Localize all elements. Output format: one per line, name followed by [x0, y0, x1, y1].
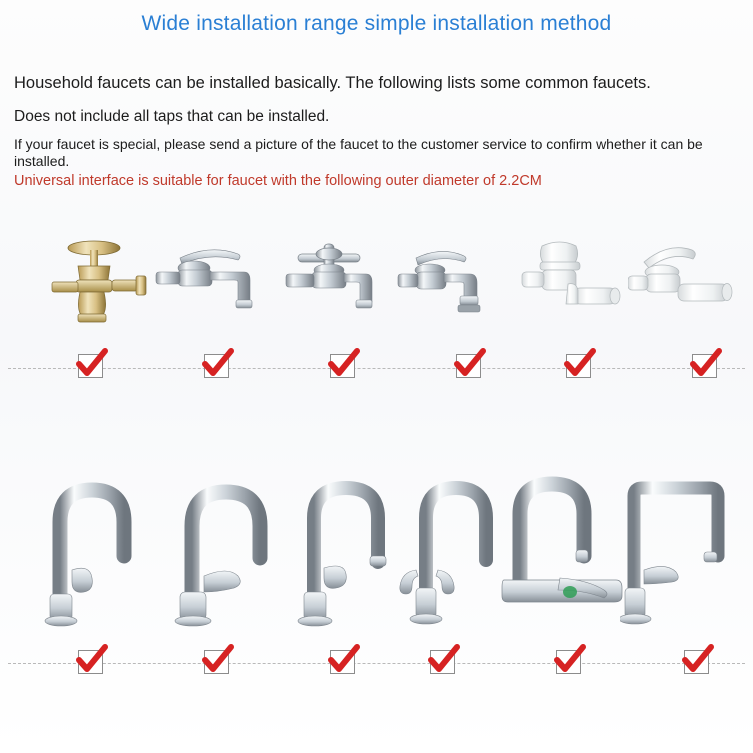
check-bibcock-6	[692, 354, 717, 378]
check-icon	[689, 348, 723, 380]
faucet-gooseneck-single-lever	[30, 452, 155, 637]
check-icon	[327, 348, 361, 380]
faucet-chrome-lever-bibcock	[150, 228, 270, 338]
check-icon	[75, 348, 109, 380]
description-line-2: Does not include all taps that can be installed.	[14, 108, 330, 125]
faucet-brass-garden-tap	[32, 228, 152, 338]
check-icon	[681, 644, 715, 676]
check-icon	[563, 348, 597, 380]
check-icon	[427, 644, 461, 676]
check-bibcock-5	[566, 354, 591, 378]
check-mixer-1	[78, 650, 103, 674]
faucet-cross-handle-bibcock	[272, 228, 392, 338]
check-icon	[553, 644, 587, 676]
check-row-2	[0, 650, 753, 676]
check-icon	[327, 644, 361, 676]
check-icon	[453, 348, 487, 380]
faucet-row-mixers	[0, 452, 753, 637]
check-bibcock-4	[456, 354, 481, 378]
description-line-1: Household faucets can be installed basically. The following lists some common faucets.	[14, 74, 651, 92]
faucet-curved-spout-side-lever	[158, 452, 283, 637]
check-icon	[201, 348, 235, 380]
check-bibcock-1	[78, 354, 103, 378]
faucet-square-bridge-spout-mixer	[620, 452, 748, 637]
check-mixer-2	[204, 650, 229, 674]
check-icon	[75, 644, 109, 676]
faucet-deck-plate-pullout-mixer	[498, 452, 628, 637]
faucet-row-bibcocks	[0, 228, 753, 338]
faucet-white-plastic-bibcock	[512, 228, 632, 338]
warning-note: Universal interface is suitable for faucet with the following outer diameter of 2.2CM	[14, 173, 542, 189]
check-bibcock-2	[204, 354, 229, 378]
check-mixer-5	[556, 650, 581, 674]
page-title: Wide installation range simple installation method	[141, 12, 612, 35]
check-bibcock-3	[330, 354, 355, 378]
description-line-3: If your faucet is special, please send a picture of the faucet to the customer service to confirm whether it can be installed.	[14, 136, 703, 169]
check-mixer-4	[430, 650, 455, 674]
check-icon	[201, 644, 235, 676]
faucet-wall-tap-aerator	[394, 228, 514, 338]
faucet-white-plastic-lever-tap	[628, 228, 748, 338]
check-row-1	[0, 354, 753, 380]
check-mixer-6	[684, 650, 709, 674]
check-mixer-3	[330, 650, 355, 674]
